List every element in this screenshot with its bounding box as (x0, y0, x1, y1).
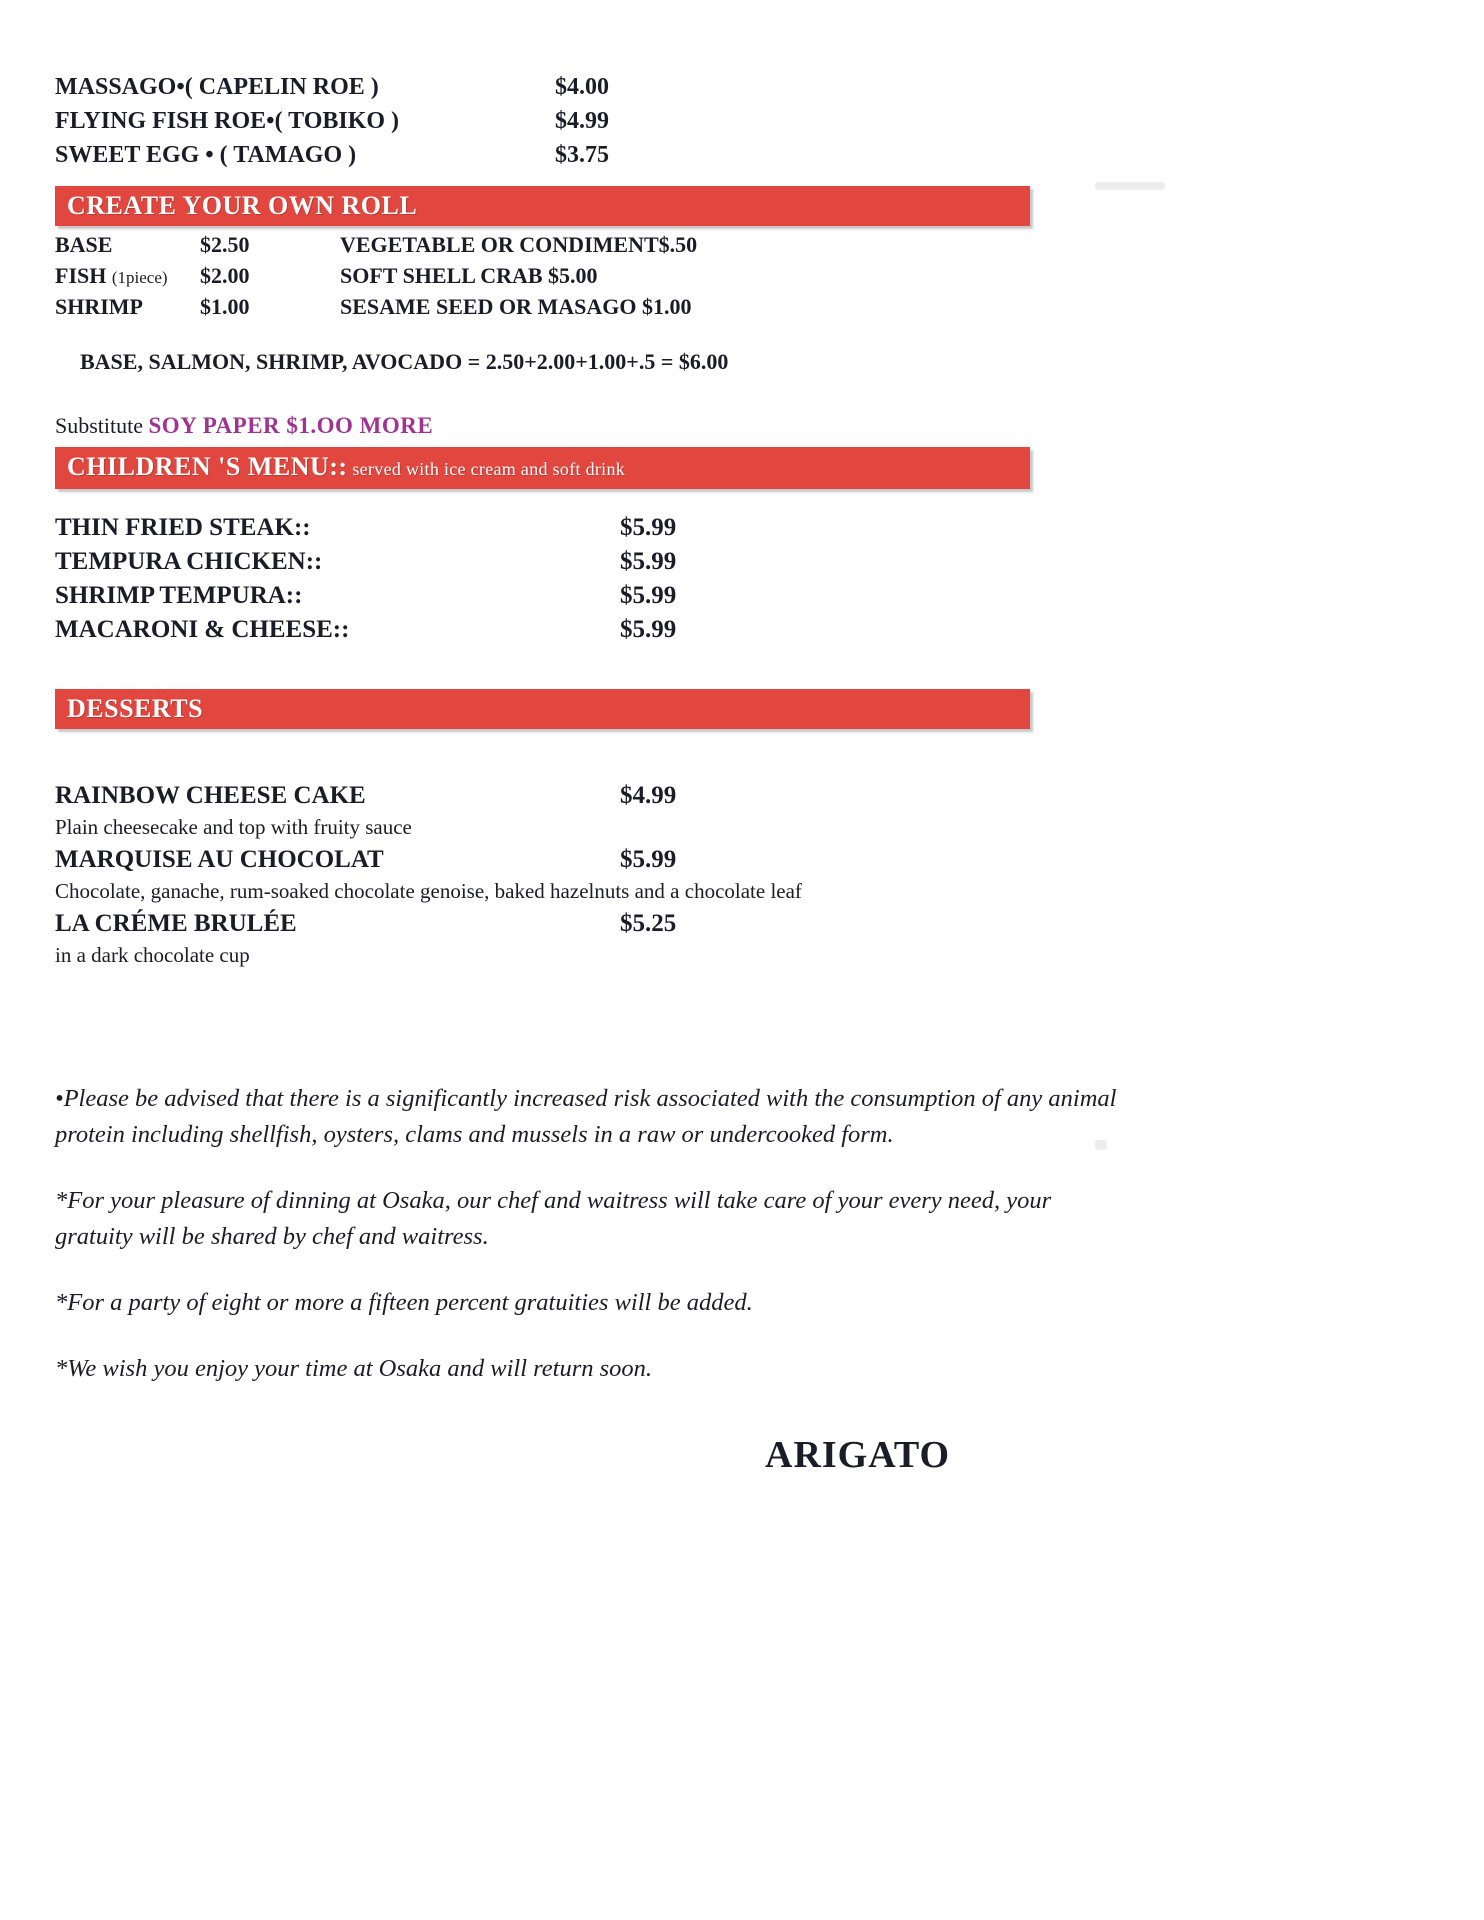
item-description: in a dark chocolate cup (55, 943, 250, 967)
menu-item-row (55, 511, 1484, 545)
scan-artifact (1095, 182, 1165, 190)
menu-item-row (55, 907, 1484, 941)
item-price: $5.99 (620, 514, 677, 541)
note-thank-you: *We wish you enjoy your time at Osaka and will return soon. (55, 1355, 653, 1382)
note-raw-consumption: •Please be advised that there is a significantly increased risk associated with the consumption of any animal protein including shellfish, oysters, clams and mussels in a raw or undercooked form. (55, 1085, 1117, 1148)
dessert-list (55, 779, 1484, 969)
substitute-prefix: Substitute (55, 413, 149, 438)
item-name: LA CRÉME BRULÉE (55, 910, 297, 937)
roll-example-line: BASE, SALMON, SHRIMP, AVOCADO = 2.50+2.00+1.00+.5 = $6.00 (80, 349, 729, 374)
section-banner-desserts (55, 689, 1030, 729)
section-banner-create-roll (55, 186, 1030, 226)
menu-item-row (55, 613, 1484, 647)
menu-item-row (55, 545, 1484, 579)
menu-item-row (55, 138, 1484, 172)
item-price: $5.99 (620, 846, 677, 873)
ingredient-price: $2.50 (200, 232, 250, 257)
menu-item-row (55, 104, 1484, 138)
item-price: $4.99 (620, 782, 677, 809)
item-price: $5.99 (620, 616, 677, 643)
ingredient-price: $2.00 (200, 263, 250, 288)
ingredient-name: SHRIMP (55, 294, 143, 319)
ingredient-price: $1.00 (200, 294, 250, 319)
item-description: Chocolate, ganache, rum-soaked chocolate genoise, baked hazelnuts and a chocolate leaf (55, 879, 802, 903)
menu-item-row (55, 579, 1484, 613)
item-name: RAINBOW CHEESE CAKE (55, 782, 366, 809)
scan-artifact (1095, 1140, 1107, 1150)
banner-subtitle: served with ice cream and soft drink (347, 459, 626, 479)
item-name: MACARONI & CHEESE:: (55, 616, 350, 643)
banner-title: CHILDREN 'S MENU:: (67, 452, 348, 481)
item-name: MASSAGO•( CAPELIN ROE ) (55, 74, 379, 100)
ingredient-option: SESAME SEED OR MASAGO $1.00 (340, 294, 692, 319)
item-price: $3.75 (555, 142, 609, 168)
item-price: $5.99 (620, 582, 677, 609)
table-row (55, 261, 1484, 292)
section-banner-children-menu (55, 447, 1030, 489)
roe-price-list (55, 70, 1484, 172)
item-name: THIN FRIED STEAK:: (55, 514, 311, 541)
item-name: TEMPURA CHICKEN:: (55, 548, 323, 575)
menu-item-block (55, 907, 1484, 969)
soy-paper-highlight: SOY PAPER $1.OO MORE (148, 413, 434, 438)
item-name: SHRIMP TEMPURA:: (55, 582, 303, 609)
menu-item-block (55, 779, 1484, 841)
create-roll-table (55, 230, 1484, 323)
item-price: $5.25 (620, 910, 677, 937)
menu-item-block (55, 843, 1484, 905)
item-name: SWEET EGG • ( TAMAGO ) (55, 142, 357, 168)
item-price: $5.99 (620, 548, 677, 575)
ingredient-option: VEGETABLE OR CONDIMENT$.50 (340, 232, 698, 257)
item-description: Plain cheesecake and top with fruity sauce (55, 815, 412, 839)
menu-item-row (55, 70, 1484, 104)
footer-notes (55, 1081, 1125, 1387)
menu-item-row (55, 843, 1484, 877)
table-row (55, 230, 1484, 261)
item-price: $4.99 (555, 108, 609, 134)
note-party-gratuity: *For a party of eight or more a fifteen percent gratuities will be added. (55, 1289, 753, 1316)
table-row (55, 292, 1484, 323)
item-name: FLYING FISH ROE•( TOBIKO ) (55, 108, 400, 134)
ingredient-option: SOFT SHELL CRAB $5.00 (340, 263, 598, 288)
item-price: $4.00 (555, 74, 609, 100)
menu-item-row (55, 779, 1484, 813)
banner-title: DESSERTS (67, 694, 204, 723)
ingredient-note: (1piece) (111, 268, 168, 287)
children-menu-list (55, 511, 1484, 647)
banner-title: CREATE YOUR OWN ROLL (67, 191, 418, 220)
note-gratuity-shared: *For your pleasure of dinning at Osaka, our chef and waitress will take care of your every need, your gratuity will be shared by chef and waitress. (55, 1187, 1052, 1250)
closing-arigato: ARIGATO (765, 1434, 951, 1476)
item-name: MARQUISE AU CHOCOLAT (55, 846, 384, 873)
ingredient-name: FISH (1piece) (55, 263, 168, 288)
substitute-line (55, 413, 1484, 439)
ingredient-name: BASE (55, 232, 113, 257)
